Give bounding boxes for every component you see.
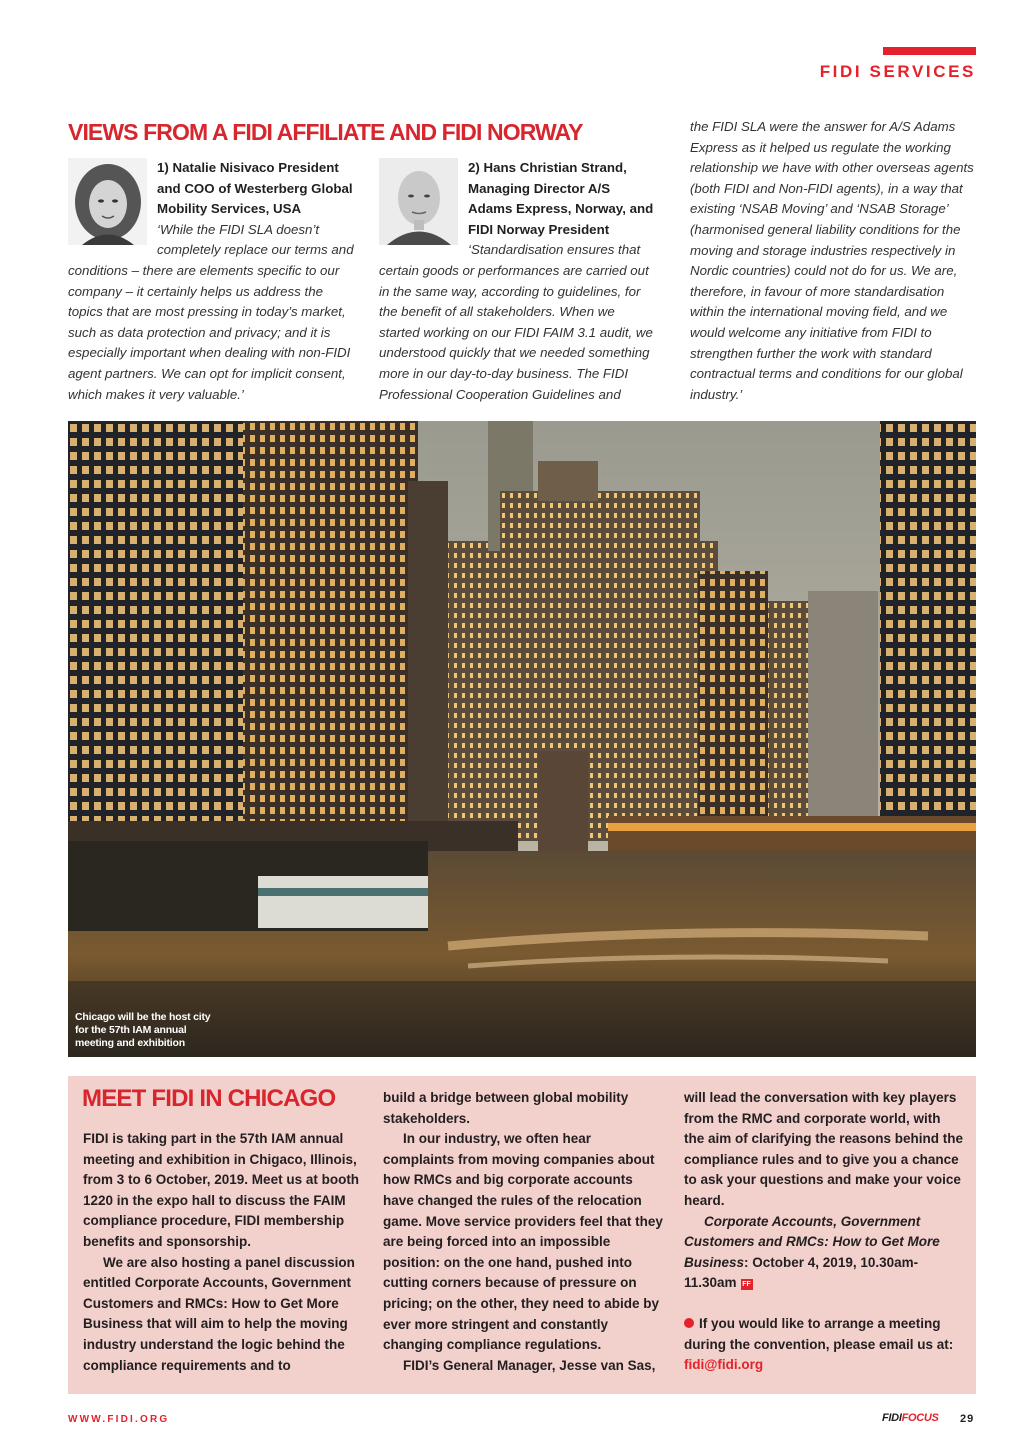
- person1-name: 1) Natalie Nisivaco President and COO of Westerberg Global Mobility Services, USA: [157, 160, 353, 217]
- brand-focus: FOCUS: [901, 1412, 939, 1424]
- session-time: : October 4, 2019, 10.30am-11.30am: [684, 1254, 919, 1291]
- meet-c3-p1: will lead the conversation with key players from the RMC and corporate world, with the aim of clarifying the reasons behind the compliance rules and to give you a chance to ask your questions and make your voice heard.: [684, 1090, 964, 1208]
- column3-text: the FIDI SLA were the answer for A/S Adams Express as it helped us regulate the working relationship we have with other overseas agents (both FIDI and Non-FIDI agents), in a way that existing ‘NSAB Moving’ and ‘NSAB Storage’ (harmonised general liability conditions for the moving and storage industries respectively in Nordic countries) could not do for us. We are, therefore, in favour of more standardisation within the international moving field, and we would welcome any initiative from FIDI to strengthen further the work with standard contractual terms and conditions for our global industry.’: [690, 119, 974, 402]
- brand-fidi: FIDI: [882, 1412, 902, 1424]
- portrait-natalie-nisivaco: [68, 158, 147, 245]
- meet-c2-p3: FIDI’s General Manager, Jesse van Sas,: [403, 1357, 656, 1373]
- meet-c1-p2: We are also hosting a panel discussion entitled Corporate Accounts, Government Customers and RMCs: How to Get More Business that will aim to help the moving industry understand the logic behind the compliance requirements and to: [83, 1254, 355, 1373]
- page-number: 29: [960, 1413, 975, 1425]
- meet-c1-p1: FIDI is taking part in the 57th IAM annual meeting and exhibition in Chigaco, Illinois, from 3 to 6 October, 2019. Meet us at booth 1220 in the expo hall to discuss the FAIM compliance procedure, FIDI membership benefits and sponsorship.: [83, 1131, 360, 1249]
- meet-column-2: [383, 1088, 665, 1376]
- session-title: Corporate Accounts, Government Customers and RMCs: How to Get More Business: [684, 1213, 940, 1270]
- article-column-1: [68, 158, 354, 405]
- person2-name: 2) Hans Christian Strand, Managing Director A/S Adams Express, Norway, and FIDI Norway President: [468, 160, 654, 237]
- person2-quote: ‘Standardisation ensures that certain goods or performances are carried out in the same way, according to guidelines, for the benefit of all stakeholders. When we started working on our FIDI FAIM 3.1 audit, we understood quickly that we needed something more in our day-to-day business. The FIDI Professional Cooperation Guidelines and: [379, 242, 653, 402]
- person1-quote: ‘While the FIDI SLA doesn’t completely replace our terms and conditions – there are elements specific to our company – it certainly helps us address the topics that are most pressing in today’s market, such as data protection and privacy; and it is especially important when dealing with non-FIDI agent partners. We can opt for implicit consent, which makes it very valuable.’: [68, 221, 354, 402]
- chicago-river-photo: [68, 421, 976, 1057]
- photo-caption: Chicago will be the host city for the 57th IAM annual meeting and exhibition: [75, 1011, 211, 1049]
- footer-brand: [882, 1412, 939, 1424]
- contact-text: If you would like to arrange a meeting during the convention, please email us at:: [684, 1315, 954, 1352]
- meet-c3-session: [684, 1212, 964, 1294]
- section-accent-bar: [883, 47, 976, 55]
- meet-c2-p1: build a bridge between global mobility stakeholders.: [383, 1090, 629, 1126]
- meet-fidi-title: MEET FIDI IN CHICAGO: [82, 1085, 336, 1112]
- meet-c2-p2: In our industry, we often hear complaints from moving companies about how RMCs and big corporate accounts have changed the rules of the relocation game. Move service providers feel that they are being forced into an impossible position: on the one hand, pushed into cutting corners because of pressure on pricing; on the other, they need to abide by ever more stringent and constantly changing compliance regulations.: [383, 1131, 663, 1353]
- article-column-3: [690, 117, 980, 405]
- bullet-dot-icon: [684, 1318, 694, 1328]
- email-link[interactable]: fidi@fidi.org: [684, 1357, 764, 1373]
- article-column-2: [379, 158, 657, 405]
- portrait-hans-christian-strand: [379, 158, 458, 245]
- end-mark-icon: FF: [742, 1281, 751, 1289]
- meet-c3-contact: [684, 1314, 964, 1376]
- section-label: FIDI SERVICES: [819, 62, 976, 81]
- footer-website-link[interactable]: WWW.FIDI.ORG: [68, 1414, 170, 1425]
- meet-column-1: [83, 1129, 363, 1376]
- article-headline: VIEWS FROM A FIDI AFFILIATE AND FIDI NORWAY: [68, 119, 583, 145]
- meet-column-3: [684, 1088, 964, 1376]
